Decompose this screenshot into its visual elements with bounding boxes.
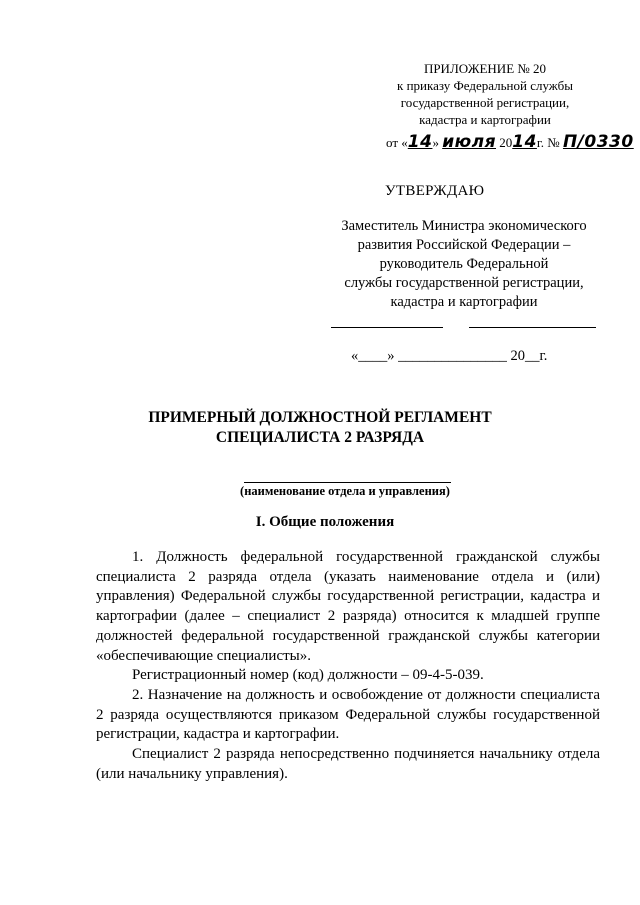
appendix-line-3: государственной регистрации, xyxy=(400,95,570,110)
document-title-line-2: СПЕЦИАЛИСТА 2 РАЗРЯДА xyxy=(215,429,425,446)
document-title-line-1: ПРИМЕРНЫЙ ДОЛЖНОСТНОЙ РЕГЛАМЕНТ xyxy=(148,409,492,426)
paragraph-2: 2. Назначение на должность и освобождение от должности специалиста 2 разряда осуществляются приказом Федеральной службы государственной регистрации, кадастра и картографии. xyxy=(96,686,600,743)
date-mid-2: 20 xyxy=(496,135,513,150)
paragraph-registration-number: Регистрационный номер (код) должности – 09-4-5-039. xyxy=(132,667,484,684)
official-title-block xyxy=(318,217,610,312)
official-line-5: кадастра и картографии xyxy=(390,294,538,310)
appendix-line-4: кадастра и картографии xyxy=(419,112,551,127)
official-line-3: руководитель Федеральной xyxy=(379,256,549,272)
section-title: I. Общие положения xyxy=(255,514,395,530)
official-line-1: Заместитель Министра экономического xyxy=(341,218,587,234)
date-year-handwritten: 14 xyxy=(512,132,537,152)
date-mid-1: » xyxy=(432,135,443,150)
official-line-4: службы государственной регистрации, xyxy=(344,275,584,291)
appendix-line-2: к приказу Федеральной службы xyxy=(397,78,573,93)
appendix-number: ПРИЛОЖЕНИЕ № 20 xyxy=(423,61,547,76)
date-prefix: от « xyxy=(386,135,408,150)
order-date-line xyxy=(386,132,634,152)
department-caption: (наименование отдела и управления) xyxy=(240,484,450,498)
department-blank-line xyxy=(244,482,451,483)
section-body xyxy=(96,548,600,784)
date-month-handwritten: июля xyxy=(442,132,496,152)
signer-name-line xyxy=(469,327,596,328)
approval-date-template: «____» _______________ 20__г. xyxy=(351,348,548,364)
paragraph-subordination: Специалист 2 разряда непосредственно подчиняется начальнику отдела (или начальнику управления). xyxy=(96,746,600,782)
order-number-handwritten: П/0330 xyxy=(562,132,634,152)
date-day-handwritten: 14 xyxy=(407,132,433,152)
approval-heading: УТВЕРЖДАЮ xyxy=(385,183,485,199)
document-title xyxy=(120,408,520,448)
date-mid-3: г. № xyxy=(536,135,563,150)
signature-line xyxy=(331,327,443,328)
paragraph-1: 1. Должность федеральной государственной гражданской службы специалиста 2 разряда отдела (указать наименование отдела и (или) управления) Федеральной службы государственной регистрации, кадастра и картографии (далее – специалист 2 разряда) относится к младшей группе должностей федеральной государственной гражданской службы категории «обеспечивающие специалисты». xyxy=(96,549,600,664)
appendix-block xyxy=(370,60,600,128)
official-line-2: развития Российской Федерации – xyxy=(357,237,571,253)
